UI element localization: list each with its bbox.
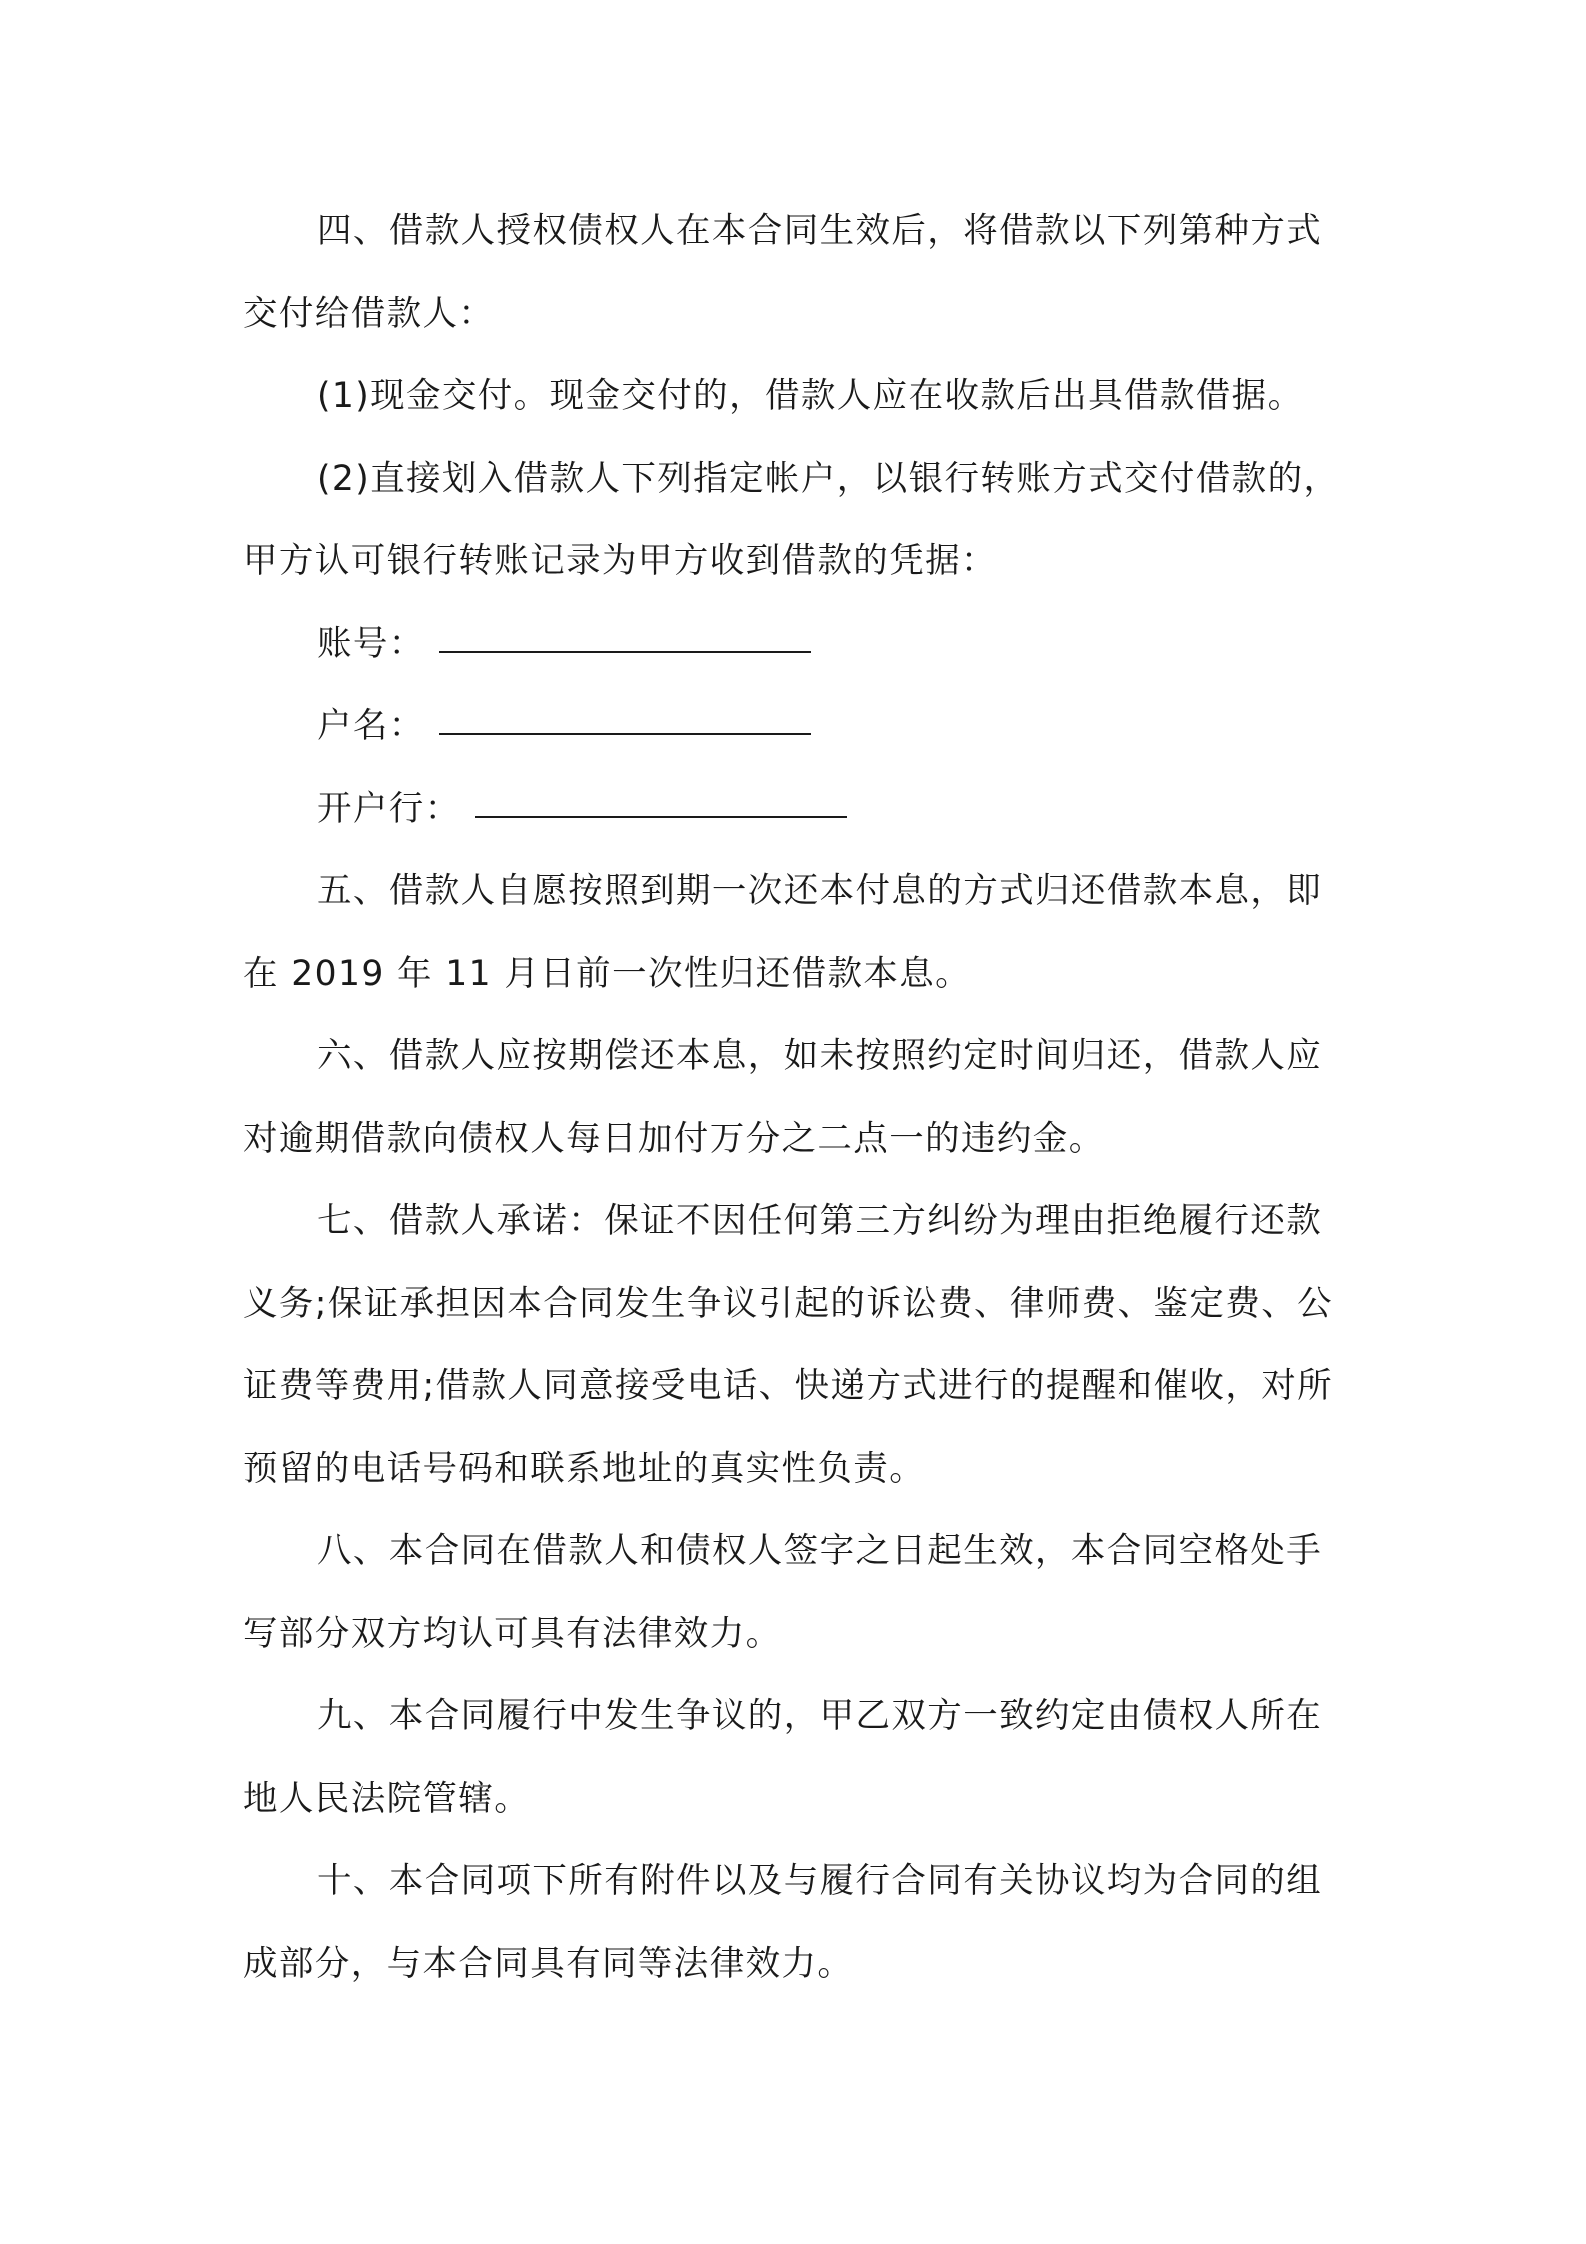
clause-eight-paragraph: 八、本合同在借款人和债权人签字之日起生效，本合同空格处手写部分双方均认可具有法律效力。 [243, 1531, 1323, 1654]
clause-seven-paragraph: 七、借款人承诺：保证不因任何第三方纠纷为理由拒绝履行还款义务;保证承担因本合同发生争议引起的诉讼费、律师费、鉴定费、公证费等费用;借款人同意接受电话、快递方式进行的提醒和催收，对所预留的电话号码和联系地址的真实性负责。 [243, 1201, 1334, 1489]
bank-transfer-paragraph: (2)直接划入借款人下列指定帐户，以银行转账方式交付借款的，甲方认可银行转账记录为甲方收到借款的凭据： [243, 458, 1340, 581]
clause-five-paragraph: 五、借款人自愿按照到期一次还本付息的方式归还借款本息，即在 2019 年 11 月日前一次性归还借款本息。 [243, 871, 1323, 994]
account-number-blank [439, 621, 811, 653]
account-number-field [243, 603, 1355, 686]
clause-four-paragraph: 四、借款人授权债权人在本合同生效后，将借款以下列第种方式交付给借款人： [243, 211, 1323, 334]
bank-branch-label: 开户行： [317, 788, 461, 829]
account-name-field [243, 685, 1355, 768]
cash-payment-paragraph: (1)现金交付。现金交付的，借款人应在收款后出具借款借据。 [317, 376, 1304, 416]
bank-branch-blank [475, 786, 847, 818]
account-number-label: 账号： [317, 623, 425, 664]
bank-branch-field [243, 768, 1355, 851]
account-name-label: 户名： [317, 706, 425, 746]
clause-six-paragraph: 六、借款人应按期偿还本息，如未按照约定时间归还，借款人应对逾期借款向债权人每日加付万分之二点一的违约金。 [243, 1036, 1323, 1159]
account-name-blank [439, 703, 811, 735]
clause-ten-paragraph: 十、本合同项下所有附件以及与履行合同有关协议均为合同的组成部分，与本合同具有同等法律效力。 [243, 1861, 1323, 1984]
clause-nine-paragraph: 九、本合同履行中发生争议的，甲乙双方一致约定由债权人所在地人民法院管辖。 [243, 1696, 1323, 1819]
contract-body [243, 190, 1355, 2005]
